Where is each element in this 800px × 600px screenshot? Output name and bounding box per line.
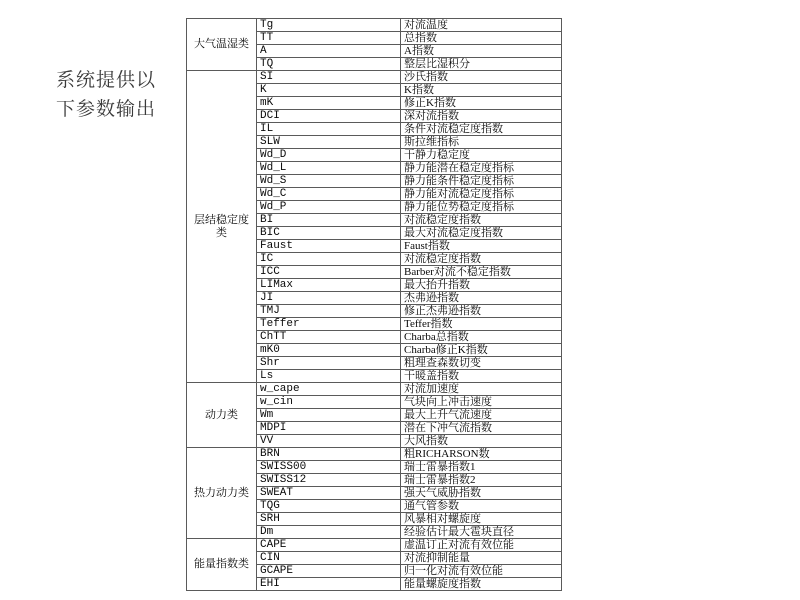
param-desc-cell: 深对流指数 xyxy=(401,110,562,123)
param-desc-cell: 强天气威胁指数 xyxy=(401,487,562,500)
param-code-cell: K xyxy=(257,84,401,97)
parameter-table xyxy=(186,18,562,591)
page-caption xyxy=(56,66,156,124)
param-desc-cell: 修正杰弗逊指数 xyxy=(401,305,562,318)
param-code-cell: MDPI xyxy=(257,422,401,435)
param-code-cell: Wm xyxy=(257,409,401,422)
param-code-cell: EHI xyxy=(257,578,401,591)
param-code-cell: Dm xyxy=(257,526,401,539)
param-code-cell: LIMax xyxy=(257,279,401,292)
param-code-cell: DCI xyxy=(257,110,401,123)
param-code-cell: TQ xyxy=(257,58,401,71)
param-code-cell: Faust xyxy=(257,240,401,253)
param-desc-cell: Faust指数 xyxy=(401,240,562,253)
param-code-cell: w_cape xyxy=(257,383,401,396)
param-code-cell: IC xyxy=(257,253,401,266)
param-code-cell: SWEAT xyxy=(257,487,401,500)
param-desc-cell: 对流温度 xyxy=(401,19,562,32)
table-row xyxy=(187,383,562,396)
category-label: 热力动力类 xyxy=(194,486,249,499)
param-code-cell: TMJ xyxy=(257,305,401,318)
param-code-cell: w_cin xyxy=(257,396,401,409)
param-desc-cell: Barber对流不稳定指数 xyxy=(401,266,562,279)
param-desc-cell: 静力能对流稳定度指标 xyxy=(401,188,562,201)
param-desc-cell: A指数 xyxy=(401,45,562,58)
param-desc-cell: Charba修正K指数 xyxy=(401,344,562,357)
param-desc-cell: 静力能位势稳定度指标 xyxy=(401,201,562,214)
param-code-cell: mK xyxy=(257,97,401,110)
param-code-cell: Wd_S xyxy=(257,175,401,188)
param-desc-cell: 风暴相对螺旋度 xyxy=(401,513,562,526)
param-desc-cell: 干暖盖指数 xyxy=(401,370,562,383)
param-desc-cell: 沙氏指数 xyxy=(401,71,562,84)
param-desc-cell: 最大上升气流速度 xyxy=(401,409,562,422)
param-code-cell: Teffer xyxy=(257,318,401,331)
param-code-cell: Shr xyxy=(257,357,401,370)
param-desc-cell: 粗RICHARSON数 xyxy=(401,448,562,461)
param-code-cell: ChTT xyxy=(257,331,401,344)
param-code-cell: Wd_C xyxy=(257,188,401,201)
category-label: 能量指数类 xyxy=(194,558,249,570)
param-code-cell: CAPE xyxy=(257,539,401,552)
param-desc-cell: 瑞士雷暴指数1 xyxy=(401,461,562,474)
param-desc-cell: K指数 xyxy=(401,84,562,97)
param-desc-cell: 条件对流稳定度指数 xyxy=(401,123,562,136)
param-desc-cell: 干静力稳定度 xyxy=(401,149,562,162)
param-desc-cell: 经验估计最大雹块直径 xyxy=(401,526,562,539)
page-caption-line1: 系统提供以 xyxy=(56,70,157,91)
category-label: 动力类 xyxy=(205,408,238,421)
param-code-cell: JI xyxy=(257,292,401,305)
param-desc-cell: 整层比湿积分 xyxy=(401,58,562,71)
category-cell xyxy=(187,448,257,539)
param-code-cell: ICC xyxy=(257,266,401,279)
param-desc-cell: Charba总指数 xyxy=(401,331,562,344)
category-label: 层结稳定度类 xyxy=(194,213,249,239)
category-label: 大气温湿类 xyxy=(194,38,249,50)
param-desc-cell: 能量螺旋度指数 xyxy=(401,578,562,591)
table-row xyxy=(187,448,562,461)
param-code-cell: BIC xyxy=(257,227,401,240)
param-desc-cell: 通气管参数 xyxy=(401,500,562,513)
param-desc-cell: Teffer指数 xyxy=(401,318,562,331)
param-desc-cell: 最大对流稳定度指数 xyxy=(401,227,562,240)
table-row xyxy=(187,71,562,84)
param-code-cell: mK0 xyxy=(257,344,401,357)
param-code-cell: Wd_P xyxy=(257,201,401,214)
param-code-cell: GCAPE xyxy=(257,565,401,578)
param-code-cell: SI xyxy=(257,71,401,84)
category-cell xyxy=(187,539,257,591)
param-desc-cell: 对流加速度 xyxy=(401,383,562,396)
param-code-cell: VV xyxy=(257,435,401,448)
param-desc-cell: 瑞士雷暴指数2 xyxy=(401,474,562,487)
param-desc-cell: 对流稳定度指数 xyxy=(401,253,562,266)
param-code-cell: BI xyxy=(257,214,401,227)
param-desc-cell: 归一化对流有效位能 xyxy=(401,565,562,578)
param-desc-cell: 虚温订正对流有效位能 xyxy=(401,539,562,552)
param-code-cell: SRH xyxy=(257,513,401,526)
param-desc-cell: 最大抬升指数 xyxy=(401,279,562,292)
param-desc-cell: 潜在下冲气流指数 xyxy=(401,422,562,435)
param-code-cell: BRN xyxy=(257,448,401,461)
param-desc-cell: 斯拉维指标 xyxy=(401,136,562,149)
table-row xyxy=(187,539,562,552)
param-desc-cell: 静力能潜在稳定度指标 xyxy=(401,162,562,175)
param-code-cell: SWISS12 xyxy=(257,474,401,487)
param-code-cell: A xyxy=(257,45,401,58)
table-row xyxy=(187,19,562,32)
param-desc-cell: 气块向上冲击速度 xyxy=(401,396,562,409)
parameter-table-body xyxy=(187,19,562,591)
category-cell xyxy=(187,71,257,383)
param-desc-cell: 修正K指数 xyxy=(401,97,562,110)
param-code-cell: CIN xyxy=(257,552,401,565)
param-code-cell: IL xyxy=(257,123,401,136)
param-code-cell: Tg xyxy=(257,19,401,32)
category-cell xyxy=(187,383,257,448)
param-desc-cell: 对流稳定度指数 xyxy=(401,214,562,227)
param-code-cell: TQG xyxy=(257,500,401,513)
param-desc-cell: 静力能条件稳定度指标 xyxy=(401,175,562,188)
param-code-cell: Wd_L xyxy=(257,162,401,175)
param-code-cell: SWISS00 xyxy=(257,461,401,474)
param-code-cell: Ls xyxy=(257,370,401,383)
param-desc-cell: 粗理查森数切变 xyxy=(401,357,562,370)
param-desc-cell: 大风指数 xyxy=(401,435,562,448)
param-code-cell: SLW xyxy=(257,136,401,149)
category-cell xyxy=(187,19,257,71)
param-desc-cell: 杰弗逊指数 xyxy=(401,292,562,305)
page-caption-line2: 下参数输出 xyxy=(56,99,157,120)
param-code-cell: TT xyxy=(257,32,401,45)
param-desc-cell: 总指数 xyxy=(401,32,562,45)
param-desc-cell: 对流抑制能量 xyxy=(401,552,562,565)
param-code-cell: Wd_D xyxy=(257,149,401,162)
